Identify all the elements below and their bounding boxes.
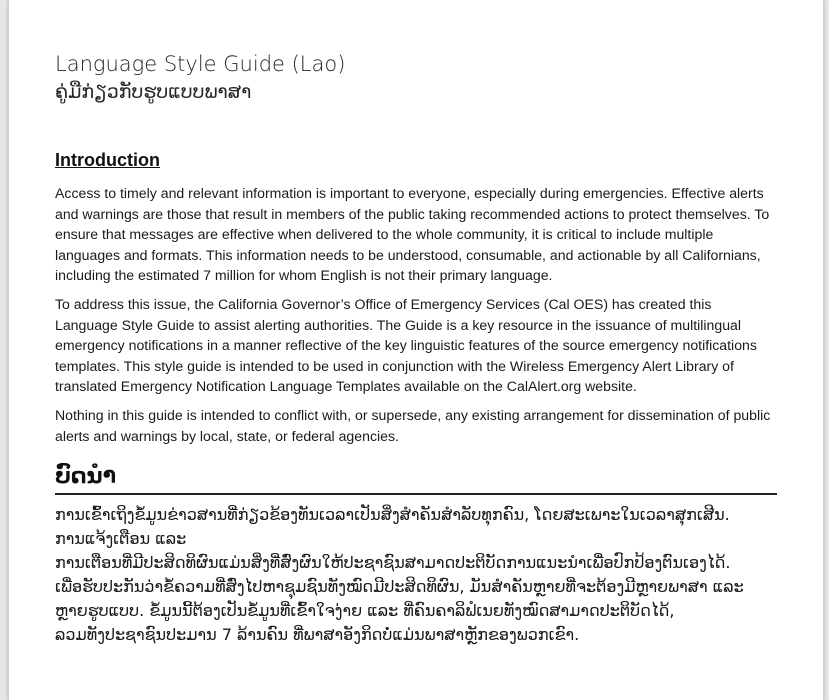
lao-line-1: ການເຂົ້າເຖິງຂໍ້ມູນຂ່າວສານທີ່ກ່ຽວຂ້ອງທັນເວລາເປັນສິ່ງສໍາຄັນສໍາລັບທຸກຄົນ, ໂດຍສະເພາະໃນເວລາສຸກເສີນ. — [55, 505, 730, 525]
intro-paragraph-1: Access to timely and relevant information is important to everyone, especially during emergencies. Effective alerts and warnings are those that result in members of the public taking recommended actions to protect themselves. To ensure that messages are effective when delivered to the whole community, it is critical to include multiple languages and formats. This information needs to be understood, consumable, and actionable by all Californians, including the estimated 7 million for whom English is not their primary language. — [55, 185, 770, 284]
document-page — [8, 0, 824, 700]
lao-line-2: ການແຈ້ງເຕືອນ ແລະ — [55, 529, 187, 549]
lao-line-6: ລວມທັງປະຊາຊົນປະມານ 7 ລ້ານຄົນ ທີ່ພາສາອັງກິດບໍ່ແມ່ນພາສາຫຼັກຂອງພວກເຂົາ. — [55, 625, 580, 645]
document-title: Language Style Guide (Lao) — [55, 52, 346, 76]
lao-line-5: ຫຼາຍຮູບແບບ. ຂໍ້ມູນນີ້ຕ້ອງເປັນຂໍ້ມູນທີ່ເຂົ້າໃຈງ່າຍ ແລະ ທີ່ຄົນຄາລິຟໍເນຍທັງໝົດສາມາດປະຕິບັດໄດ້, — [55, 601, 675, 621]
introduction-heading: Introduction — [55, 150, 160, 170]
document-content — [55, 50, 777, 647]
intro-paragraph-2: To address this issue, the California Governor’s Office of Emergency Services (Cal OES) has created this Language Style Guide to assist alerting authorities. The Guide is a key resource in the issuance of multilingual emergency notifications in a manner reflective of the key linguistic features of the source emergency notifications templates. This style guide is intended to be used in conjunction with the Wireless Emergency Alert Library of translated Emergency Notification Language Templates available on the CalAlert.org website. — [55, 295, 757, 395]
lao-line-3: ການເຕືອນທີ່ມີປະສິດທິຜົນແມ່ນສິ່ງທີ່ສົ່ງຜົນໃຫ້ປະຊາຊົນສາມາດປະຕິບັດການແນະນໍາເພື່ອປົກປ້ອງຕົນເອງໄດ້. — [55, 553, 731, 573]
document-subtitle-lao: ຄູ່ມືກ່ຽວກັບຮູບແບບພາສາ — [55, 81, 252, 103]
intro-paragraph-3: Nothing in this guide is intended to conflict with, or supersede, any existing arrangement for dissemination of public alerts and warnings by local, state, or federal agencies. — [55, 406, 771, 444]
lao-introduction-heading: ບົດນໍາ — [55, 462, 777, 495]
lao-line-4: ເພື່ອຮັບປະກັນວ່າຂໍ້ຄວາມທີ່ສົ່ງໄປຫາຊຸມຊົນທັງໝົດມີປະສິດທິຜົນ, ມັນສໍາຄັນຫຼາຍທີ່ຈະຕ້ອງມີຫຼາຍພາສາ ແລະ — [55, 577, 744, 597]
